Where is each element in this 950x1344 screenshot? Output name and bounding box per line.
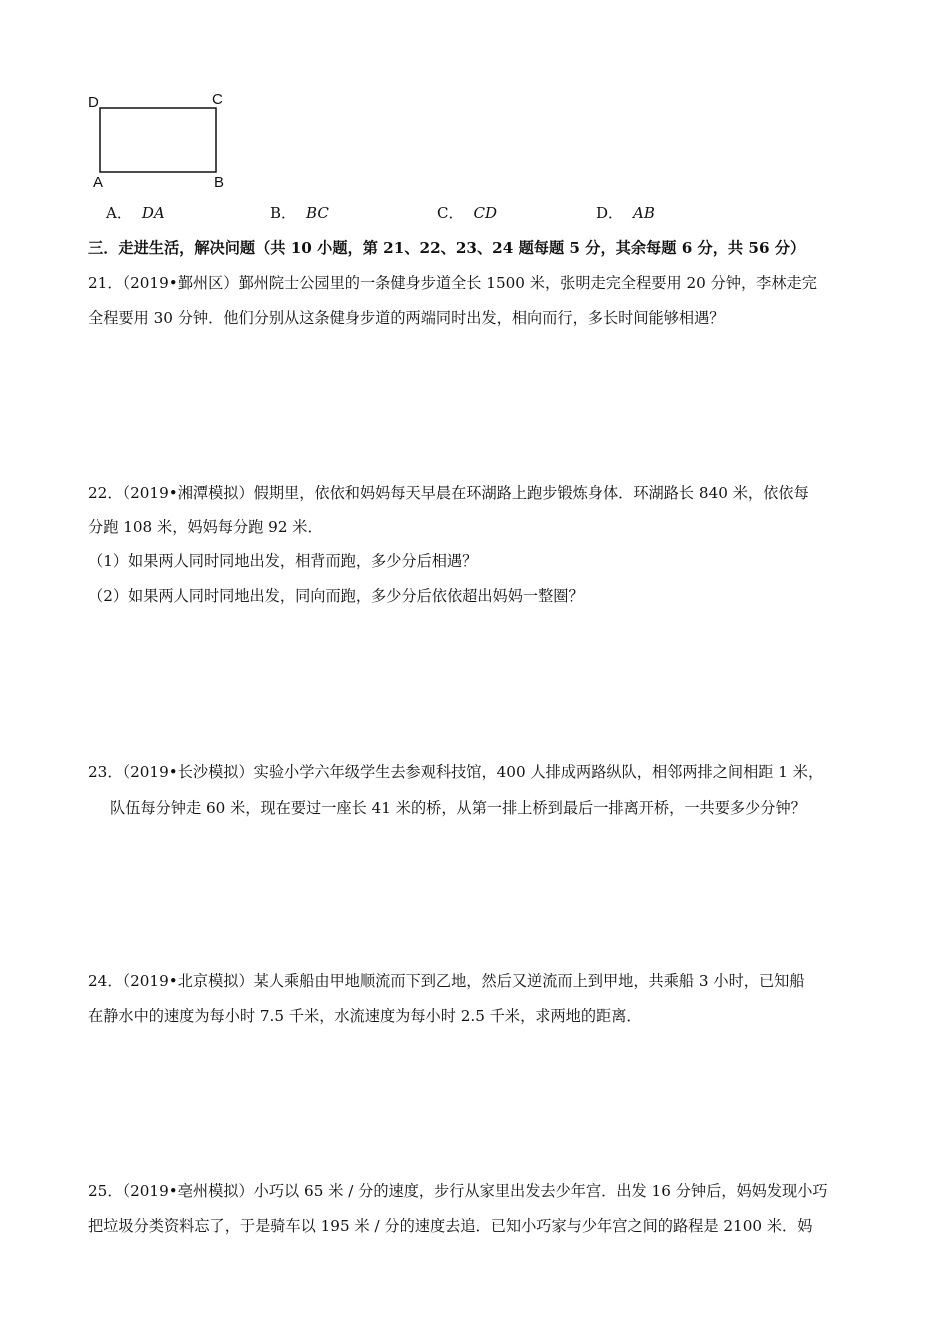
option-value: BC (306, 204, 329, 222)
question-25-line-1: 25．（2019•亳州模拟）小巧以 65 米 / 分的速度，步行从家里出发去少年宫．出发 16 分钟后，妈妈发现小巧 (88, 1182, 828, 1200)
question-23-line-2: 队伍每分钟走 60 米，现在要过一座长 41 米的桥，从第一排上桥到最后一排离开桥，一共要多少分钟？ (110, 799, 806, 817)
rectangle-figure (84, 88, 244, 194)
question-24-line-1: 24．（2019•北京模拟）某人乘船由甲地顺流而下到乙地，然后又逆流而上到甲地，共乘船 3 小时，已知船 (88, 972, 805, 990)
question-23-line-1: 23．（2019•长沙模拟）实验小学六年级学生去参观科技馆，400 人排成两路纵队，相邻两排之间相距 1 米， (88, 763, 824, 781)
option-d (596, 202, 655, 223)
question-22-line-2: 分跑 108 米，妈妈每分跑 92 米． (88, 518, 323, 536)
vertex-b-label: B (214, 174, 225, 191)
vertex-d-label: D (88, 94, 99, 111)
question-21-line-1: 21．（2019•鄞州区）鄞州院士公园里的一条健身步道全长 1500 米，张明走完全程要用 20 分钟，李林走完 (88, 274, 817, 292)
question-21-line-2: 全程要用 30 分钟．他们分别从这条健身步道的两端同时出发，相向而行，多长时间能够相遇？ (88, 309, 725, 327)
section-heading: 三．走进生活，解决问题（共 10 小题，第 21、22、23、24 题每题 5 分，其余每题 6 分，共 56 分） (88, 239, 806, 257)
answer-options (106, 202, 806, 224)
option-letter: A． (106, 204, 132, 222)
option-value: CD (473, 204, 497, 222)
question-22-sub-1: （1）如果两人同时同地出发，相背而跑，多少分后相遇？ (88, 552, 478, 570)
option-b (270, 202, 329, 223)
vertex-a-label: A (93, 174, 104, 191)
question-22-sub-2: （2）如果两人同时同地出发，同向而跑，多少分后依依超出妈妈一整圈？ (88, 587, 584, 605)
option-a (106, 202, 165, 223)
rectangle-shape (100, 108, 216, 172)
option-c (437, 202, 497, 223)
vertex-c-label: C (212, 91, 223, 108)
option-letter: D． (596, 204, 624, 222)
option-letter: B． (270, 204, 297, 222)
option-letter: C． (437, 204, 464, 222)
option-value: DA (141, 204, 165, 222)
question-25-line-2: 把垃圾分类资料忘了，于是骑车以 195 米 / 分的速度去追．已知小巧家与少年宫之间的路程是 2100 米．妈 (88, 1217, 813, 1235)
option-value: AB (633, 204, 655, 222)
question-24-line-2: 在静水中的速度为每小时 7.5 千米，水流速度为每小时 2.5 千米，求两地的距离． (88, 1007, 642, 1025)
question-22-line-1: 22．（2019•湘潭模拟）假期里，依依和妈妈每天早晨在环湖路上跑步锻炼身体．环湖路长 840 米，依依每 (88, 484, 809, 502)
